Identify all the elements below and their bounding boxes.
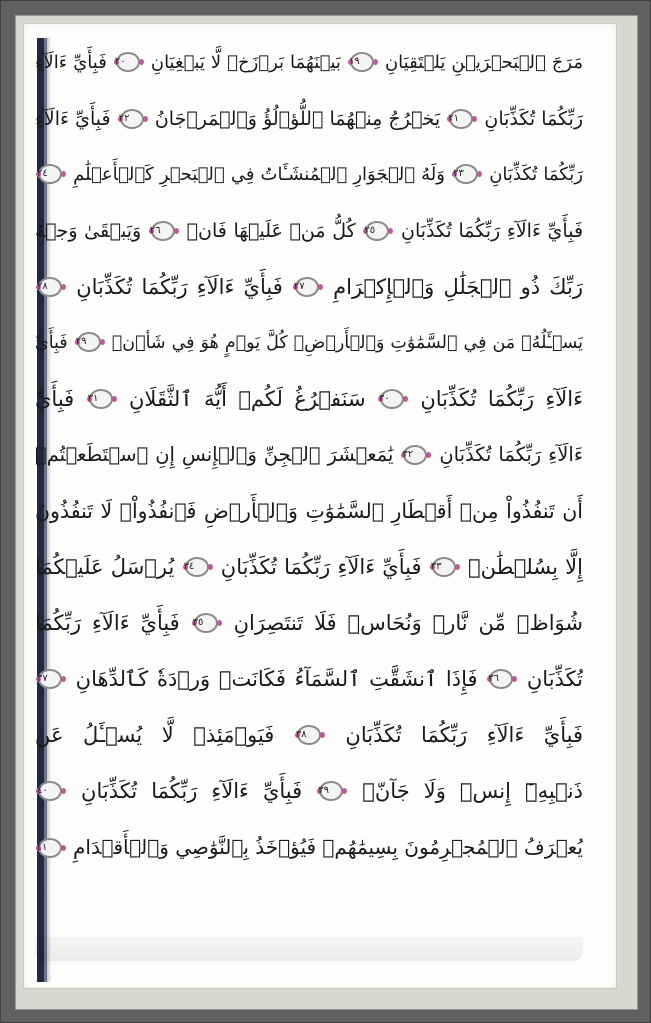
verse-text: يُعۡرَفُ ٱلۡمُجۡرِمُونَ بِسِيمَٰهُمۡ فَيُؤۡخَذُ بِٱلنَّوَٰصِي وَٱلۡأَقۡدَامِ (73, 835, 583, 859)
ayah-number: ٢٦ (149, 224, 161, 236)
ayah-number: ٢١ (448, 112, 460, 124)
ayah-number-marker (349, 52, 377, 74)
verse-text: فَإِذَا ٱنشَقَّتِ ٱلسَّمَآءُ فَكَانَتۡ وَرۡدَةٗ كَٱلدِّهَانِ (75, 667, 478, 691)
quran-text-area (35, 35, 583, 935)
ayah-number-marker (37, 669, 65, 691)
ayah-number: ٣٧ (37, 673, 48, 684)
ayah-number: ٤٠ (37, 785, 48, 796)
verse-text: فَبِأَيِّ (35, 333, 68, 353)
verse-text: فَبِأَيِّ ءَالَآءِ رَبِّكُمَا تُكَذِّبَانِ (401, 220, 583, 242)
ayah-number: ٣٩ (318, 785, 329, 796)
ayah-number-marker (115, 52, 143, 74)
ayah-number-marker (150, 221, 178, 243)
text-line (35, 819, 583, 875)
ayah-number: ٣٥ (192, 617, 204, 628)
verse-text: فَبِأَيِّ (35, 387, 75, 411)
ayah-number-marker (488, 669, 516, 691)
ayah-number-marker (379, 389, 407, 411)
verse-text: فَيَوۡمَئِذٖ لَّا يُسۡـَٔلُ عَن (35, 723, 275, 747)
ayah-number-marker (448, 109, 476, 131)
ayah-number: ٢٧ (293, 281, 305, 292)
ayah-number: ٣٦ (488, 673, 499, 684)
ayah-number-marker (37, 277, 65, 299)
verse-text: فَبِأَيِّ ءَالَآءِ (35, 108, 111, 130)
ayah-number-marker (453, 164, 481, 186)
ayah-number-marker (184, 557, 212, 579)
text-line (35, 371, 583, 427)
ayah-number: ٣٤ (183, 561, 195, 572)
text-line (35, 91, 583, 147)
verse-text: رَبِّكَ ذُو ٱلۡجَلَٰلِ وَٱلۡإِكۡرَامِ (333, 275, 583, 299)
ayah-number-marker (318, 781, 346, 803)
text-line (35, 147, 583, 203)
verse-text: شُوَاظٞ مِّن نَّارٖ وَنُحَاسٞ فَلَا تَنتَصِرَانِ (233, 611, 583, 635)
text-line (35, 595, 583, 651)
ayah-number: ٣٣ (430, 561, 442, 572)
verse-text: رَبِّكُمَا تُكَذِّبَانِ (489, 164, 583, 185)
text-line (35, 427, 583, 483)
ayah-number-marker (294, 277, 322, 299)
text-line (35, 483, 583, 539)
verse-text: تُكَذِّبَانِ (526, 667, 583, 691)
verse-text: يُرۡسَلُ عَلَيۡكُمَا (35, 555, 175, 579)
ayah-number: ٢٥ (364, 224, 376, 236)
text-line (35, 539, 583, 595)
ayah-number-marker (364, 221, 392, 243)
verse-text: رَبِّكُمَا تُكَذِّبَانِ (484, 108, 583, 130)
ayah-number: ٣٨ (295, 729, 307, 740)
ayah-number-marker (88, 389, 116, 411)
verse-text: يَخۡرُجُ مِنۡهُمَا ٱللُّؤۡلُؤُ وَٱلۡمَرۡجَانُ (154, 108, 441, 130)
text-line (35, 763, 583, 819)
verse-text: ءَالَآءِ رَبِّكُمَا تُكَذِّبَانِ (439, 443, 583, 466)
text-line (35, 707, 583, 763)
ayah-number-marker (37, 781, 65, 803)
ayah-number: ٣١ (87, 393, 99, 404)
ayah-number-marker (37, 164, 65, 186)
ayah-number: ٢٤ (37, 168, 48, 179)
ayah-number-marker (296, 725, 324, 747)
verse-text: يَٰمَعۡشَرَ ٱلۡجِنِّ وَٱلۡإِنسِ إِنِ ٱسۡتَطَعۡتُمۡ (35, 443, 394, 466)
verse-text: كُلُّ مَنۡ عَلَيۡهَا فَانٖ (186, 220, 356, 242)
verse-text: فَبِأَيِّ ءَالَآءِ رَبِّكُمَا تُكَذِّبَانِ (81, 779, 303, 803)
ayah-number: ٣٠ (378, 393, 390, 404)
verse-text: أَن تَنفُذُواْ مِنۡ أَقۡطَارِ ٱلسَّمَٰوَٰتِ وَٱلۡأَرۡضِ فَٱنفُذُواْۚ لَا تَنفُذُونَ (35, 499, 583, 523)
ayah-number-marker (193, 613, 221, 635)
ayah-number: ٢٣ (453, 168, 464, 179)
ayah-number: ٢٢ (118, 112, 130, 124)
ayah-number: ٢٩ (75, 336, 87, 347)
ayah-number-marker (402, 445, 430, 467)
verse-text: ءَالَآءِ رَبِّكُمَا تُكَذِّبَانِ (420, 387, 583, 411)
ayah-number: ١٩ (348, 56, 360, 67)
verse-text: وَلَهُ ٱلۡجَوَارِ ٱلۡمُنشَـَٔاتُ فِي ٱلۡبَحۡرِ كَٱلۡأَعۡلَٰمِ (73, 164, 445, 185)
verse-text: ذَنۢبِهِۦٓ إِنسٞ وَلَا جَآنّٞ (362, 779, 583, 803)
verse-text: سَنَفۡرُغُ لَكُمۡ أَيُّهَ ٱلثَّقَلَانِ (129, 387, 366, 411)
ayah-number-marker (119, 109, 147, 131)
ayah-number: ٢٠ (114, 56, 126, 67)
ayah-number-marker (37, 838, 65, 860)
verse-text: فَبِأَيِّ ءَالَآءِ رَبِّكُمَا تُكَذِّبَانِ (76, 275, 283, 299)
verse-text: بَيۡنَهُمَا بَرۡزَخٞ لَّا يَبۡغِيَانِ (150, 52, 341, 73)
ayah-number: ٣٢ (402, 448, 414, 460)
ayah-number: ٢٨ (37, 281, 48, 292)
verse-text: وَيَبۡقَىٰ وَجۡهُ (35, 220, 142, 242)
ayah-number: ٤١ (36, 841, 48, 853)
text-line (35, 315, 583, 371)
verse-text: فَبِأَيِّ ءَالَآءِ رَبِّكُمَا تُكَذِّبَانِ (220, 555, 422, 579)
text-line (35, 203, 583, 259)
verse-text: يَسۡـَٔلُهُۥ مَن فِي ٱلسَّمَٰوَٰتِ وَٱلۡأَرۡضِۚ كُلَّ يَوۡمٍ هُوَ فِي شَأۡنٖ (111, 333, 583, 353)
text-line (35, 35, 583, 91)
text-line (35, 259, 583, 315)
page-bottom-shade (35, 937, 583, 961)
ayah-number-marker (431, 557, 459, 579)
verse-text: مَرَجَ ٱلۡبَحۡرَيۡنِ يَلۡتَقِيَانِ (384, 52, 583, 73)
text-line (35, 651, 583, 707)
verse-text: فَبِأَيِّ ءَالَآءِ رَبِّكُمَا تُكَذِّبَانِ (345, 723, 583, 747)
verse-text: فَبِأَيِّ ءَالَآءِ رَبِّكُمَا (35, 611, 180, 635)
verse-text: فَبِأَيِّ ءَالَآءِ (35, 52, 107, 73)
ayah-number-marker (76, 332, 104, 354)
verse-text: إِلَّا بِسُلۡطَٰنٖ (467, 555, 583, 579)
